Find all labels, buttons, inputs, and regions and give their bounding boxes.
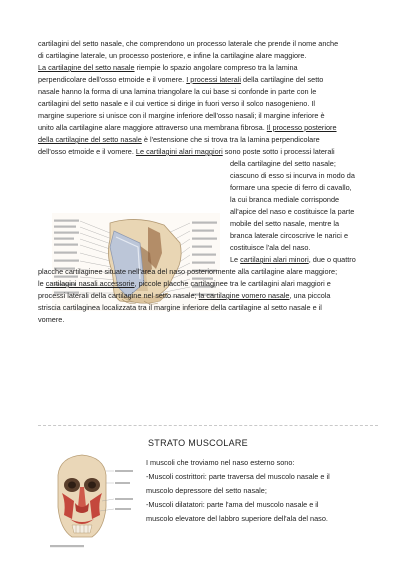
term-posterior-process: Il processo posteriore: [266, 123, 337, 132]
minor-paragraph-line: processi laterali della cartilagine nel setto nasale; la cartilagine vomero nasale, una piccola: [38, 291, 331, 300]
alar-column-line: formare una specie di ferro di cavallo,: [230, 183, 352, 192]
septal-paragraph-line: perpendicolare dell'osso etmoide e il vomere. I processi laterali della cartilagine del setto: [38, 75, 324, 84]
alar-column-line: costituisce l'ala del naso.: [230, 243, 311, 252]
alar-column-line: branca laterale circoscrive le narici e: [230, 231, 349, 240]
muscle-line: muscolo depressore del setto nasale;: [146, 486, 267, 495]
minor-paragraph-line: le cartilagini nasali accessorie, piccole placche cartilaginee tra le cartilagini alari maggiori e: [38, 279, 331, 288]
intro-line: cartilagini del setto nasale, che comprendono un processo laterale che prende il nome anche: [38, 39, 339, 48]
septal-paragraph-line: unito alla cartilagine alare maggiore attraverso una membrana fibrosa. Il processo posteriore: [38, 123, 337, 132]
section-divider: [38, 425, 378, 426]
alar-column-line: della cartilagine del setto nasale;: [230, 159, 336, 168]
septal-paragraph-line: della cartilagine del setto nasale è l'estensione che si trova tra la lamina perpendicolare: [38, 135, 320, 144]
muscle-line: -Muscoli costrittori: parte traversa del muscolo nasale e il: [146, 472, 330, 481]
intro-line: di cartilagine laterale, un processo posteriore, e infine la cartilagine alare maggiore.: [38, 51, 307, 60]
septal-paragraph-line: La cartilagine del setto nasale riempie lo spazio angolare compreso tra la lamina: [38, 63, 298, 72]
septal-paragraph-line: dell'osso etmoide e il vomere. Le cartilagini alari maggiori sono poste sotto i processi laterali: [38, 147, 335, 156]
septal-paragraph-line: margine superiore si unisce con il margine inferiore dell'osso nasali; il margine inferiore è: [38, 111, 325, 120]
septal-paragraph-line: nasale hanno la forma di una lamina triangolare la cui base si confonde in parte con le: [38, 87, 317, 96]
term-alar-minor: cartilagini alari minori: [240, 255, 309, 264]
muscle-line: muscolo elevatore del labbro superiore dell'ala del naso.: [146, 514, 328, 523]
alar-column-line: mobile del setto nasale, mentre la: [230, 219, 340, 228]
minor-paragraph-line: striscia cartilaginea localizzata tra il margine inferiore della cartilagine al setto nasale e il: [38, 303, 322, 312]
alar-column-line: la cui branca mediale corrisponde: [230, 195, 340, 204]
facial-muscles-illustration: [44, 453, 139, 553]
term-septal-cartilage: La cartilagine del setto nasale: [38, 63, 135, 72]
muscle-line: I muscoli che troviamo nel naso esterno sono:: [146, 458, 295, 467]
term-vomeronasal-cartilage: la cartilagine vomero nasale: [198, 291, 290, 300]
muscle-line: -Muscoli dilatatori: parte l'ama del muscolo nasale e il: [146, 500, 319, 509]
septal-paragraph-line: cartilagini del setto nasale e il cui vertice si dirige in fuori verso il solco nasogenieno. Il: [38, 99, 316, 108]
minor-paragraph-line: placche cartilaginee situate nell'area del naso posteriormente alla cartilagine alare maggiore;: [38, 267, 338, 276]
term-posterior-process-b: della cartilagine del setto nasale: [38, 135, 142, 144]
alar-column-line: Le cartilagini alari minori, due o quattro: [230, 255, 356, 264]
term-lateral-processes: I processi laterali: [186, 75, 241, 84]
term-accessory-cartilages: cartilagini nasali accessorie: [45, 279, 135, 288]
alar-column-line: all'apice del naso e costituisce la parte: [230, 207, 355, 216]
alar-column-line: ciascuno di esso si incurva in modo da: [230, 171, 355, 180]
section-heading: STRATO MUSCOLARE: [148, 438, 248, 448]
minor-paragraph-line: vomere.: [38, 315, 65, 324]
term-alar-major: Le cartilagini alari maggiori: [135, 147, 223, 156]
